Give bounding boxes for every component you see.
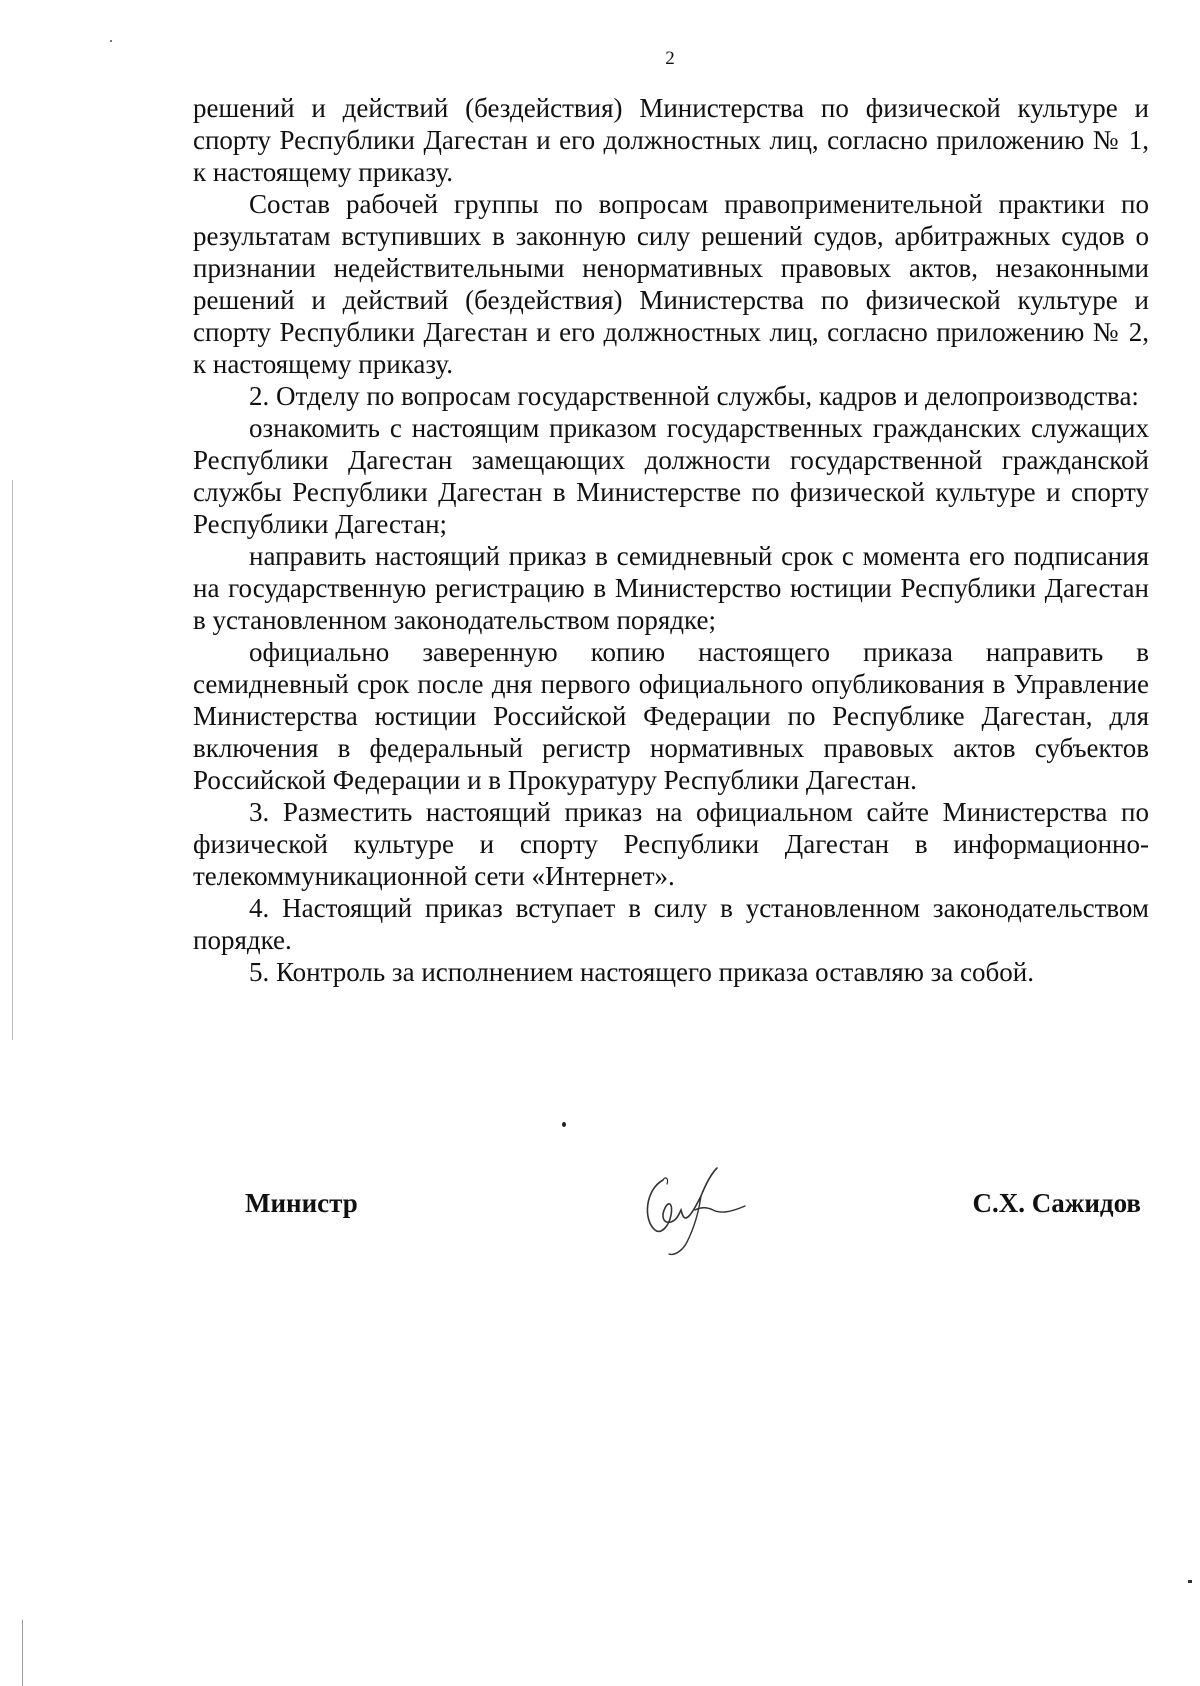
scan-edge-line	[12, 480, 13, 1040]
signatory-name: С.Х. Сажидов	[972, 1188, 1141, 1218]
paragraph-8: 4. Настоящий приказ вступает в силу в установленном законодательством порядке.	[193, 893, 1149, 955]
scan-speck	[110, 40, 112, 42]
paragraph-4: ознакомить с настоящим приказом государственных гражданских служащих Республики Дагестан замещающих должности государственной гражданской службы Республики Дагестан в Министерстве по физической культуре и спорту Республики Дагестан;	[193, 413, 1149, 539]
paragraph-9: 5. Контроль за исполнением настоящего приказа оставляю за собой.	[249, 957, 1034, 987]
signatory-title: Министр	[245, 1188, 358, 1218]
paragraph-6: официально заверенную копию настоящего приказа направить в семидневный срок после дня первого официального опубликования в Управление Министерства юстиции Российской Федерации по Республике Дагестан, для включения в федеральный регистр нормативных правовых актов субъектов Российской Федерации и в Прокуратуру Республики Дагестан.	[193, 637, 1149, 795]
handwritten-signature	[635, 1160, 755, 1260]
scan-speck	[1188, 1580, 1192, 1583]
page-number: 2	[665, 48, 675, 69]
scan-edge-line	[22, 1620, 23, 1686]
document-body	[193, 92, 1149, 988]
paragraph-7: 3. Разместить настоящий приказ на официальном сайте Министерства по физической культуре и спорту Республики Дагестан в информационно-телекоммуникационной сети «Интернет».	[193, 797, 1149, 891]
paragraph-1: решений и действий (бездействия) Министерства по физической культуре и спорту Республики Дагестан и его должностных лиц, согласно приложению № 1, к настоящему приказу.	[193, 93, 1149, 187]
scan-speck	[562, 1122, 566, 1127]
paragraph-5: направить настоящий приказ в семидневный срок с момента его подписания на государственную регистрацию в Министерство юстиции Республики Дагестан в установленном законодательством порядке;	[193, 541, 1149, 635]
paragraph-2: Состав рабочей группы по вопросам правоприменительной практики по результатам вступивших в законную силу решений судов, арбитражных судов о признании недействительными ненормативных правовых актов, незаконными решений и действий (бездействия) Министерства по физической культуре и спорту Республики Дагестан и его должностных лиц, согласно приложению № 2, к настоящему приказу.	[193, 189, 1149, 379]
paragraph-3: 2. Отделу по вопросам государственной службы, кадров и делопроизводства:	[249, 381, 1139, 411]
